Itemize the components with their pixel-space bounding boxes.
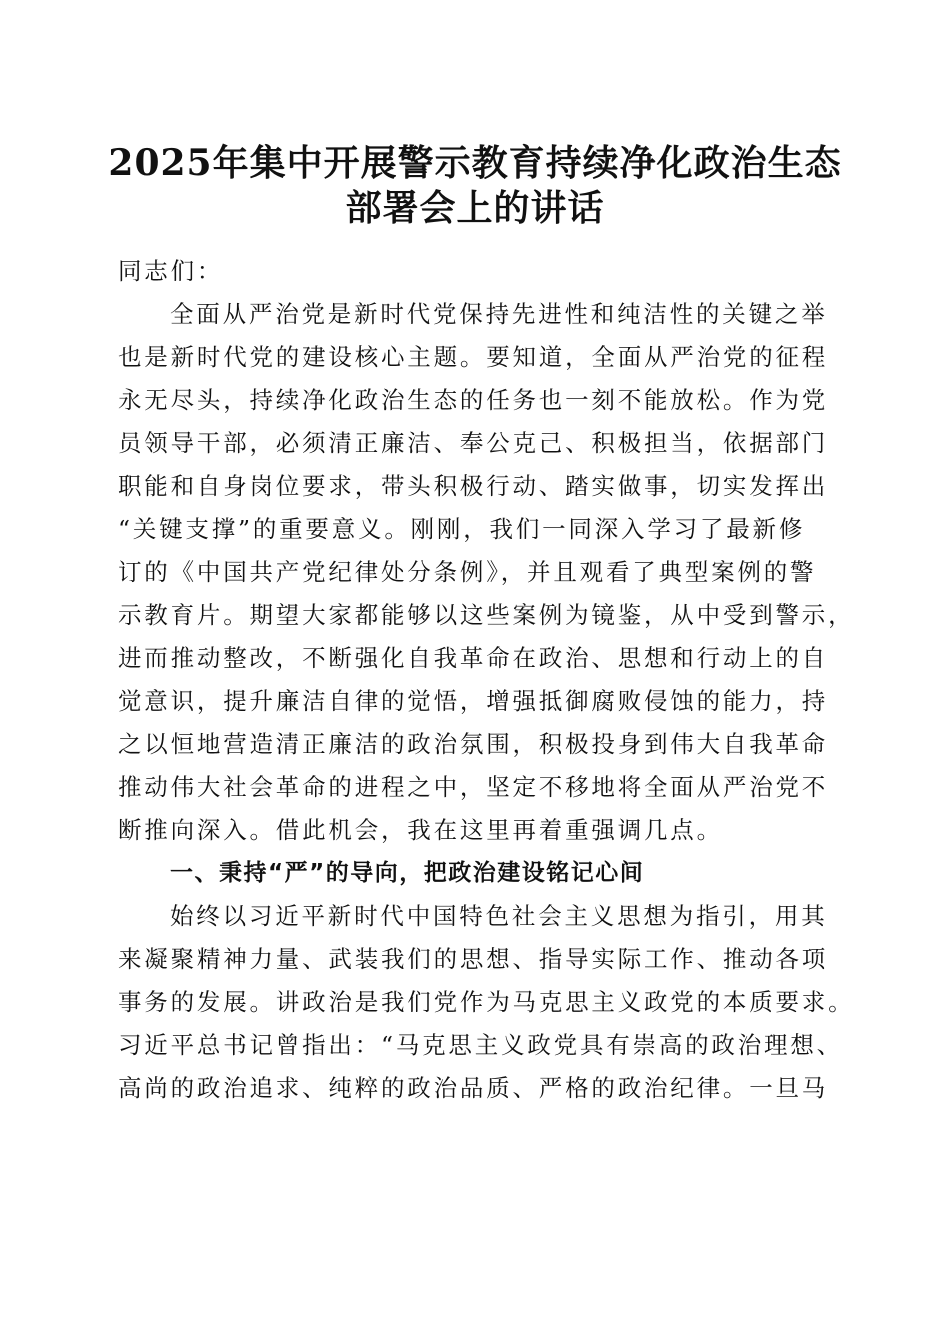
paragraph-line: 觉意识，提升廉洁自律的觉悟，增强抵御腐败侵蚀的能力，持 [118, 687, 829, 715]
paragraph-line: “关键支撑”的重要意义。刚刚，我们一同深入学习了最新修 [118, 515, 806, 543]
section-heading: 一、秉持“严”的导向，把政治建设铭记心间 [170, 860, 645, 886]
paragraph-line: 习近平总书记曾指出：“马克思主义政党具有崇高的政治理想、 [118, 1031, 843, 1059]
paragraph-line: 断推向深入。借此机会，我在这里再着重强调几点。 [118, 816, 723, 844]
paragraph-line: 推动伟大社会革命的进程之中，坚定不移地将全面从严治党不 [118, 773, 829, 801]
paragraph-line: 进而推动整改，不断强化自我革命在政治、思想和行动上的自 [118, 644, 829, 672]
paragraph-line: 来凝聚精神力量、武装我们的思想、指导实际工作、推动各项 [118, 945, 829, 973]
paragraph-line: 事务的发展。讲政治是我们党作为马克思主义政党的本质要求。 [118, 988, 855, 1016]
paragraph-line: 员领导干部，必须清正廉洁、奉公克己、积极担当，依据部门 [118, 429, 829, 457]
paragraph-line: 永无尽头，持续净化政治生态的任务也一刻不能放松。作为党 [118, 386, 829, 414]
document-title-line-2: 部署会上的讲话 [345, 187, 605, 229]
paragraph-line: 之以恒地营造清正廉洁的政治氛围，积极投身到伟大自我革命 [118, 730, 829, 758]
paragraph-line: 始终以习近平新时代中国特色社会主义思想为指引，用其 [170, 902, 828, 930]
paragraph-line: 全面从严治党是新时代党保持先进性和纯洁性的关键之举 [170, 300, 828, 328]
paragraph-line: 订的《中国共产党纪律处分条例》，并且观看了典型案例的警 [118, 558, 817, 586]
document-body [118, 250, 855, 1110]
salutation: 同志们： [118, 257, 224, 285]
paragraph-line: 示教育片。期望大家都能够以这些案例为镜鉴，从中受到警示， [118, 601, 855, 629]
paragraph-line: 高尚的政治追求、纯粹的政治品质、严格的政治纪律。一旦马 [118, 1074, 829, 1102]
paragraph-line: 职能和自身岗位要求，带头积极行动、踏实做事，切实发挥出 [118, 472, 829, 500]
document-title-line-1: 2025年集中开展警示教育持续净化政治生态 [108, 142, 842, 184]
paragraph-line: 也是新时代党的建设核心主题。要知道，全面从严治党的征程 [118, 343, 829, 371]
